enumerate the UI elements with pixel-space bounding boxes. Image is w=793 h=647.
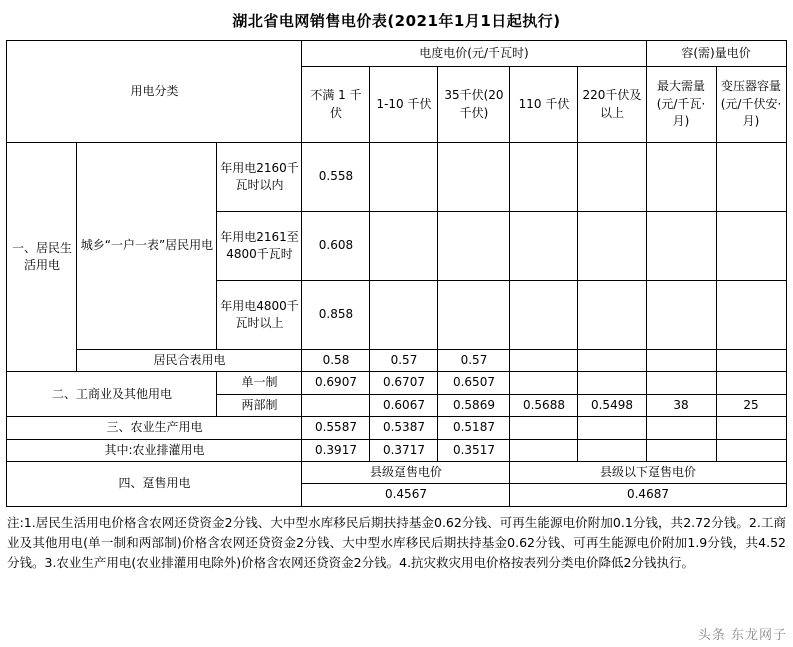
value-r3-c6	[716, 350, 786, 372]
wholesale-below-county-value: 0.4687	[510, 484, 786, 506]
value-r0-c2	[438, 143, 510, 212]
value-r3-c5	[646, 350, 716, 372]
value-r3-c0: 0.58	[302, 350, 370, 372]
value-r1-c2	[438, 212, 510, 281]
value-r4-c3	[510, 372, 578, 394]
value-r4-c2: 0.6507	[438, 372, 510, 394]
value-r4-c0: 0.6907	[302, 372, 370, 394]
value-r6-c6	[716, 417, 786, 439]
value-r7-c5	[646, 439, 716, 461]
value-r0-c1	[370, 143, 438, 212]
value-r2-c2	[438, 281, 510, 350]
value-r5-c4: 0.5498	[578, 394, 646, 416]
subcategory-shared-meter: 居民合表用电	[77, 350, 302, 372]
value-r7-c3	[510, 439, 578, 461]
value-r6-c5	[646, 417, 716, 439]
value-r1-c3	[510, 212, 578, 281]
category-agriculture: 三、农业生产用电	[7, 417, 302, 439]
header-col-under-1kv: 不满 1 千伏	[302, 67, 370, 143]
value-r2-c0: 0.858	[302, 281, 370, 350]
value-r6-c0: 0.5587	[302, 417, 370, 439]
table-header-row-1	[7, 41, 786, 67]
tier-within-2160: 年用电2160千瓦时以内	[217, 143, 302, 212]
header-col-max-demand: 最大需量(元/千瓦·月)	[646, 67, 716, 143]
value-r7-c2: 0.3517	[438, 439, 510, 461]
value-r2-c1	[370, 281, 438, 350]
value-r1-c6	[716, 212, 786, 281]
page-title: 湖北省电网销售电价表(2021年1月1日起执行)	[232, 12, 561, 30]
table-notes: 注:1.居民生活用电价格含农网还贷资金2分钱、大中型水库移民后期扶持基金0.62分钱、可再生能源电价附加0.1分钱，共2.72分钱。2.工商业及其他用电(单一制和两部制)价格含农网还贷资金2分钱、大中型水库移民后期扶持基金0.62分钱、可再生能源电价附加1.9分钱，共4.52分钱。3.农业生产用电(农业排灌用电除外)价格含农网还贷资金2分钱。4.抗灾救灾用电价格按表列分类电价降低2分钱执行。	[7, 514, 786, 571]
value-r6-c3	[510, 417, 578, 439]
table-row	[7, 143, 786, 212]
value-r4-c6	[716, 372, 786, 394]
wholesale-county-header: 县级趸售电价	[302, 461, 510, 483]
table-row	[7, 461, 786, 483]
wholesale-below-county-header: 县级以下趸售电价	[510, 461, 786, 483]
tier-above-4800: 年用电4800千瓦时以上	[217, 281, 302, 350]
header-col-1-10kv: 1-10 千伏	[370, 67, 438, 143]
category-residential: 一、居民生活用电	[7, 143, 77, 372]
value-r2-c6	[716, 281, 786, 350]
category-agricultural-irrigation: 其中:农业排灌用电	[7, 439, 302, 461]
header-group-capacity: 容(需)量电价	[646, 41, 786, 67]
header-col-220kv: 220千伏及以上	[578, 67, 646, 143]
value-r0-c0: 0.558	[302, 143, 370, 212]
value-r5-c6: 25	[716, 394, 786, 416]
table-row	[7, 439, 786, 461]
tariff-two-part: 两部制	[217, 394, 302, 416]
header-group-energy: 电度电价(元/千瓦时)	[302, 41, 646, 67]
value-r6-c2: 0.5187	[438, 417, 510, 439]
category-wholesale: 四、趸售用电	[7, 461, 302, 506]
value-r1-c4	[578, 212, 646, 281]
value-r0-c5	[646, 143, 716, 212]
value-r7-c4	[578, 439, 646, 461]
value-r2-c3	[510, 281, 578, 350]
value-r0-c4	[578, 143, 646, 212]
table-row	[7, 417, 786, 439]
value-r5-c2: 0.5869	[438, 394, 510, 416]
header-col-110kv: 110 千伏	[510, 67, 578, 143]
value-r5-c5: 38	[646, 394, 716, 416]
value-r1-c5	[646, 212, 716, 281]
tariff-single-part: 单一制	[217, 372, 302, 394]
table-row	[7, 350, 786, 372]
value-r3-c1: 0.57	[370, 350, 438, 372]
value-r1-c0: 0.608	[302, 212, 370, 281]
value-r0-c3	[510, 143, 578, 212]
value-r5-c1: 0.6067	[370, 394, 438, 416]
header-category: 用电分类	[7, 41, 302, 143]
watermark: 头条 东龙网子	[697, 628, 787, 643]
value-r2-c4	[578, 281, 646, 350]
value-r7-c1: 0.3717	[370, 439, 438, 461]
electricity-price-table	[6, 40, 786, 507]
value-r3-c2: 0.57	[438, 350, 510, 372]
value-r5-c0	[302, 394, 370, 416]
header-col-35kv: 35千伏(20千伏)	[438, 67, 510, 143]
value-r6-c1: 0.5387	[370, 417, 438, 439]
value-r1-c1	[370, 212, 438, 281]
table-row	[7, 372, 786, 394]
tier-2161-4800: 年用电2161至4800千瓦时	[217, 212, 302, 281]
header-col-transformer-capacity: 变压器容量(元/千伏安·月)	[716, 67, 786, 143]
value-r5-c3: 0.5688	[510, 394, 578, 416]
value-r3-c3	[510, 350, 578, 372]
value-r0-c6	[716, 143, 786, 212]
value-r7-c0: 0.3917	[302, 439, 370, 461]
value-r4-c5	[646, 372, 716, 394]
value-r4-c4	[578, 372, 646, 394]
subcategory-one-household-one-meter: 城乡“一户一表”居民用电	[77, 143, 217, 350]
value-r7-c6	[716, 439, 786, 461]
value-r2-c5	[646, 281, 716, 350]
value-r6-c4	[578, 417, 646, 439]
value-r3-c4	[578, 350, 646, 372]
value-r4-c1: 0.6707	[370, 372, 438, 394]
wholesale-county-value: 0.4567	[302, 484, 510, 506]
category-commercial-industrial: 二、工商业及其他用电	[7, 372, 217, 417]
